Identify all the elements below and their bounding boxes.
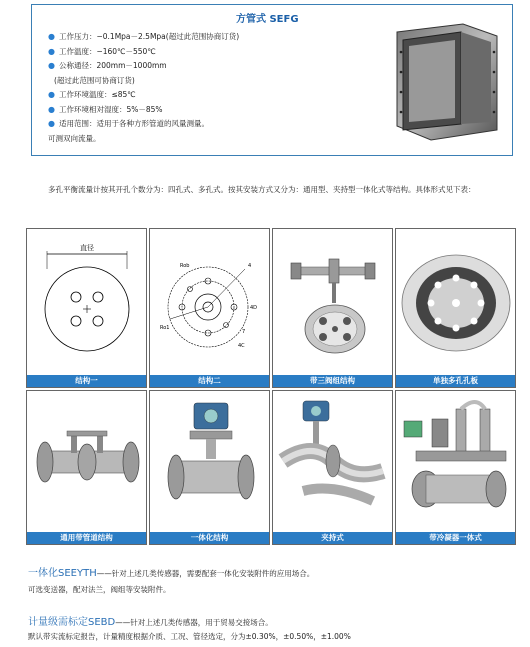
- grid-cell: [149, 228, 270, 388]
- label-rob: Rob: [180, 263, 190, 269]
- grid-cell: [395, 390, 516, 545]
- pipe-structure-photo: [27, 391, 148, 534]
- label-ro1: Ro1: [160, 325, 170, 331]
- caption: 通用带管道结构: [27, 532, 146, 544]
- spec-title: 方管式 SEFG: [236, 14, 299, 25]
- spec-item: ● 工作压力：−0.1Mpa－2.5Mpa(超过此范围协商订货): [48, 32, 240, 41]
- diagram-structure-one: [27, 229, 148, 377]
- grid-cell: [149, 390, 270, 545]
- label-4c: 4C: [238, 343, 245, 349]
- section-title: 计量级需标定SEBD: [28, 617, 116, 628]
- grid-cell: [395, 228, 516, 388]
- section-line: 可选变送器，配对法兰，阀组等安装附件。: [28, 585, 171, 594]
- spec-item: ● 工作环境相对湿度：5%－85%: [48, 104, 163, 114]
- section-desc: ——针对上述几类传感器，用于贸易交接场合。: [115, 618, 273, 627]
- label-4: 4: [248, 263, 252, 269]
- wafer-type-photo: [273, 391, 394, 534]
- caption: 夹持式: [273, 532, 392, 544]
- section-seeyth: [28, 564, 314, 579]
- caption: 带三阀组结构: [273, 375, 392, 387]
- spec-item: ● 适用范围：适用于各种方形管道的风量测量。: [48, 119, 209, 128]
- integrated-structure-photo: [150, 391, 271, 534]
- bullet-icon: ●: [48, 32, 55, 41]
- caption: 带冷凝器一体式: [396, 532, 515, 544]
- spec-note: 可测双向流量。: [48, 133, 101, 143]
- three-valve-photo: [273, 229, 394, 377]
- square-duct-image: [383, 22, 503, 142]
- diameter-label: 直径: [80, 244, 94, 252]
- spec-item: ● 公称通径：200mm－1000mm: [48, 61, 167, 70]
- spec-note: (超过此范围可协商订货): [54, 75, 135, 85]
- orifice-plate-photo: [396, 229, 517, 377]
- intro-paragraph: 多孔平衡流量计按其开孔个数分为：四孔式、多孔式。按其安装方式又分为：通用型、夹持型一体化式等结构。具体形式见下表：: [48, 185, 476, 194]
- spec-list: [48, 30, 239, 146]
- label-4d: 4D: [250, 305, 258, 311]
- spec-item: ● 工作环境温度：≤85℃: [48, 90, 136, 99]
- caption: 结构二: [150, 375, 269, 387]
- grid-cell: [272, 228, 393, 388]
- bullet-icon: ●: [48, 90, 55, 99]
- bullet-icon: ●: [48, 46, 55, 56]
- caption: 一体化结构: [150, 532, 269, 544]
- grid-cell: [272, 390, 393, 545]
- section-sebd: [28, 613, 273, 628]
- section-desc: ——针对上述几类传感器，需要配套一体化安装附件的应用场合。: [96, 569, 315, 578]
- caption: 单独多孔孔板: [396, 375, 515, 387]
- section-line: 默认带实流标定报告，计量精度根据介质、工况、管径选定，分为±0.30%，±0.50%，±1.00%: [28, 632, 351, 641]
- grid-cell: [26, 390, 147, 545]
- bullet-icon: ●: [48, 61, 55, 70]
- caption: 结构一: [27, 375, 146, 387]
- bullet-icon: ●: [48, 104, 55, 114]
- grid-cell: [26, 228, 147, 388]
- bullet-icon: ●: [48, 119, 55, 128]
- diagram-structure-two: [150, 229, 271, 377]
- section-title: 一体化SEEYTH: [28, 568, 97, 579]
- label-7: 7: [242, 329, 246, 335]
- spec-item: ● 工作温度：−160℃－550℃: [48, 46, 156, 56]
- condenser-integrated-photo: [396, 391, 517, 534]
